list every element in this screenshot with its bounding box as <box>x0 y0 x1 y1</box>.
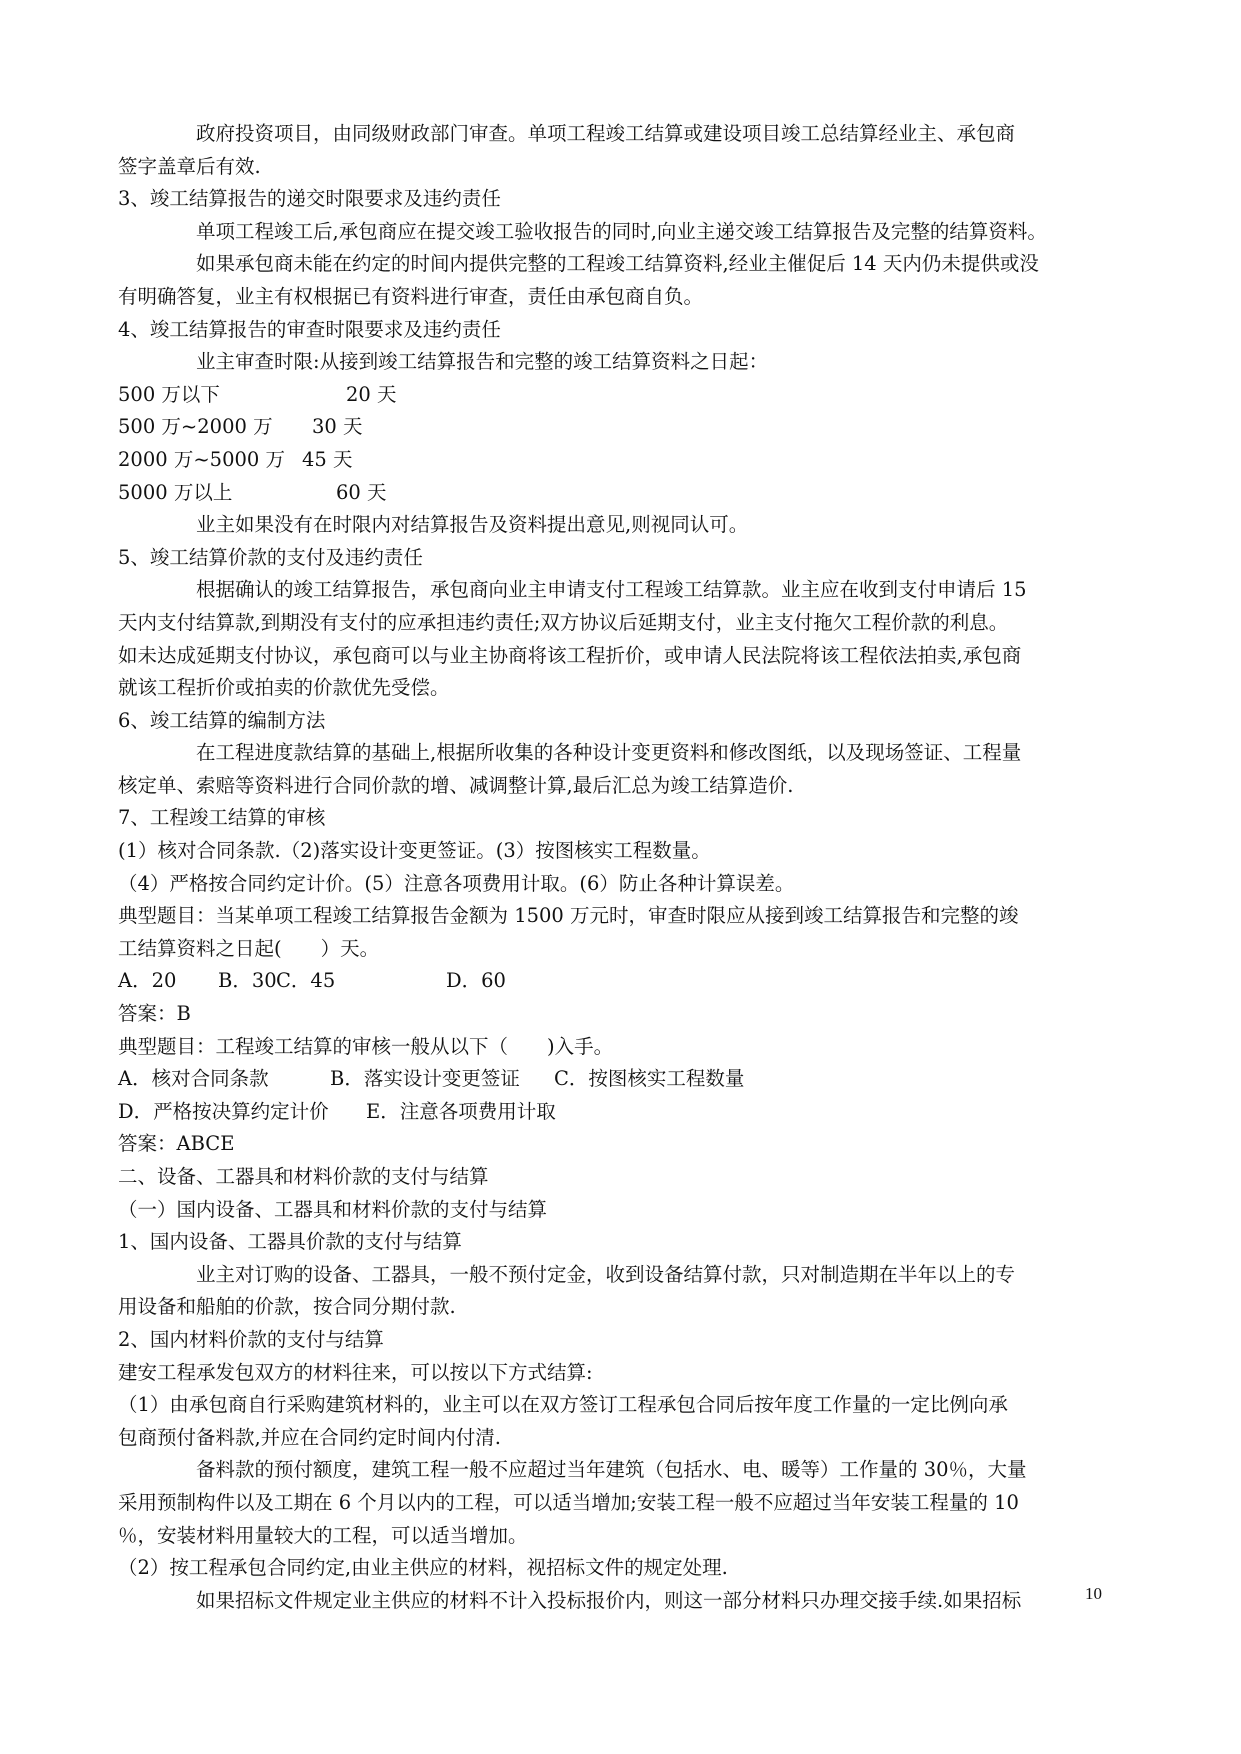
question-options <box>118 1096 1124 1129</box>
paragraph-line: ％，安装材料用量较大的工程，可以适当增加。 <box>118 1523 528 1547</box>
review-range: 500 万~2000 万 <box>118 415 273 439</box>
paragraph-line: 采用预制构件以及工期在 6 个月以内的工程，可以适当增加;安装工程一般不应超过当年安装工程量的 10 <box>118 1490 1019 1514</box>
review-table-row <box>118 411 1124 444</box>
section-heading: 1、国内设备、工器具价款的支付与结算 <box>118 1230 462 1254</box>
section-heading: （一）国内设备、工器具和材料价款的支付与结算 <box>118 1197 548 1221</box>
section-heading: 二、设备、工器具和材料价款的支付与结算 <box>118 1165 489 1188</box>
review-days: 45 天 <box>302 447 353 471</box>
option-a: A．核对合同条款 <box>118 1067 269 1091</box>
question-options <box>118 1063 1124 1096</box>
paragraph-line: 根据确认的竣工结算报告，承包商向业主申请支付工程竣工结算款。业主应在收到支付申请后 15 <box>196 578 1027 602</box>
section-heading: 4、竣工结算报告的审查时限要求及违约责任 <box>118 317 501 341</box>
paragraph-line: 用设备和船舶的价款，按合同分期付款. <box>118 1295 456 1319</box>
paragraph-line: 备料款的预付额度，建筑工程一般不应超过当年建筑（包括水、电、暖等）工作量的 30％，大量 <box>196 1458 1027 1482</box>
paragraph-line: 包商预付备料款,并应在合同约定时间内付清. <box>118 1425 501 1449</box>
paragraph-line: 在工程进度款结算的基础上,根据所收集的各种设计变更资料和修改图纸，以及现场签证、工程量 <box>196 741 1022 765</box>
paragraph-line: 有明确答复，业主有权根据已有资料进行审查，责任由承包商自负。 <box>118 284 704 308</box>
paragraph-line: 政府投资项目，由同级财政部门审查。单项工程竣工结算或建设项目竣工总结算经业主、承包商 <box>196 122 1016 145</box>
question-text: 典型题目：当某单项工程竣工结算报告金额为 1500 万元时，审查时限应从接到竣工结算报告和完整的竣 <box>118 904 1019 928</box>
paragraph-line: 单项工程竣工后,承包商应在提交竣工验收报告的同时,向业主递交竣工结算报告及完整的结算资料。 <box>196 219 1047 243</box>
paragraph-line: 建安工程承发包双方的材料往来，可以按以下方式结算: <box>118 1360 593 1384</box>
review-table-row <box>118 477 1124 510</box>
answer-text: 答案：B <box>118 1002 191 1026</box>
review-range: 2000 万~5000 万 <box>118 447 285 471</box>
review-days: 60 天 <box>336 480 387 504</box>
review-table-row <box>118 379 1124 412</box>
paragraph-line: 就该工程折价或拍卖的价款优先受偿。 <box>118 676 450 700</box>
section-heading: 3、竣工结算报告的递交时限要求及违约责任 <box>118 187 501 211</box>
option-d: D．60 <box>446 969 506 993</box>
paragraph-line: （4）严格按合同约定计价。(5）注意各项费用计取。(6）防止各种计算误差。 <box>118 871 795 895</box>
section-heading: 5、竣工结算价款的支付及违约责任 <box>118 545 423 569</box>
paragraph-line: 业主审查时限:从接到竣工结算报告和完整的竣工结算资料之日起： <box>196 350 769 374</box>
paragraph-line: （2）按工程承包合同约定,由业主供应的材料，视招标文件的规定处理. <box>118 1556 728 1580</box>
paragraph-line: 如未达成延期支付协议，承包商可以与业主协商将该工程折价，或申请人民法院将该工程依法拍卖,承包商 <box>118 643 1022 667</box>
page-number: 10 <box>1085 1584 1102 1603</box>
review-range: 5000 万以上 <box>118 480 233 504</box>
section-heading: 2、国内材料价款的支付与结算 <box>118 1327 384 1351</box>
question-text: 典型题目：工程竣工结算的审核一般从以下（ )入手。 <box>118 1034 614 1058</box>
paragraph-line: 签字盖章后有效. <box>118 154 261 178</box>
paragraph-line: 业主对订购的设备、工器具，一般不预付定金，收到设备结算付款，只对制造期在半年以上的专 <box>196 1262 1016 1286</box>
question-options <box>118 965 1124 998</box>
paragraph-line: (1）核对合同条款.（2)落实设计变更签证。(3）按图核实工程数量。 <box>118 839 711 863</box>
paragraph-line: 业主如果没有在时限内对结算报告及资料提出意见,则视同认可。 <box>196 513 749 537</box>
option-b: B．30 <box>218 969 277 993</box>
paragraph-line: 如果承包商未能在约定的时间内提供完整的工程竣工结算资料,经业主催促后 14 天内仍未提供或没 <box>196 252 1039 276</box>
review-table-row <box>118 444 1124 477</box>
review-range: 500 万以下 <box>118 382 220 406</box>
option-b: B．落实设计变更签证 <box>330 1067 520 1091</box>
option-e: E．注意各项费用计取 <box>366 1099 556 1123</box>
paragraph-line: 天内支付结算款,到期没有支付的应承担违约责任;双方协议后延期支付，业主支付拖欠工程价款的利息。 <box>118 610 1009 634</box>
option-a: A．20 <box>118 969 177 993</box>
option-c: C．按图核实工程数量 <box>554 1067 745 1091</box>
answer-text: 答案：ABCE <box>118 1132 235 1156</box>
option-d: D．严格按决算约定计价 <box>118 1099 329 1123</box>
review-days: 30 天 <box>312 415 363 439</box>
option-c: C．45 <box>276 969 336 993</box>
section-heading: 6、竣工结算的编制方法 <box>118 708 326 732</box>
paragraph-line: 如果招标文件规定业主供应的材料不计入投标报价内，则这一部分材料只办理交接手续.如果招标 <box>196 1588 1022 1612</box>
question-text: 工结算资料之日起( ）天。 <box>118 936 380 960</box>
paragraph-line: （1）由承包商自行采购建筑材料的，业主可以在双方签订工程承包合同后按年度工作量的一定比例向承 <box>118 1393 1008 1417</box>
paragraph-line: 核定单、索赔等资料进行合同价款的增、减调整计算,最后汇总为竣工结算造价. <box>118 773 794 797</box>
review-days: 20 天 <box>346 382 397 406</box>
document-body <box>118 118 1124 1617</box>
section-heading: 7、工程竣工结算的审核 <box>118 806 326 830</box>
